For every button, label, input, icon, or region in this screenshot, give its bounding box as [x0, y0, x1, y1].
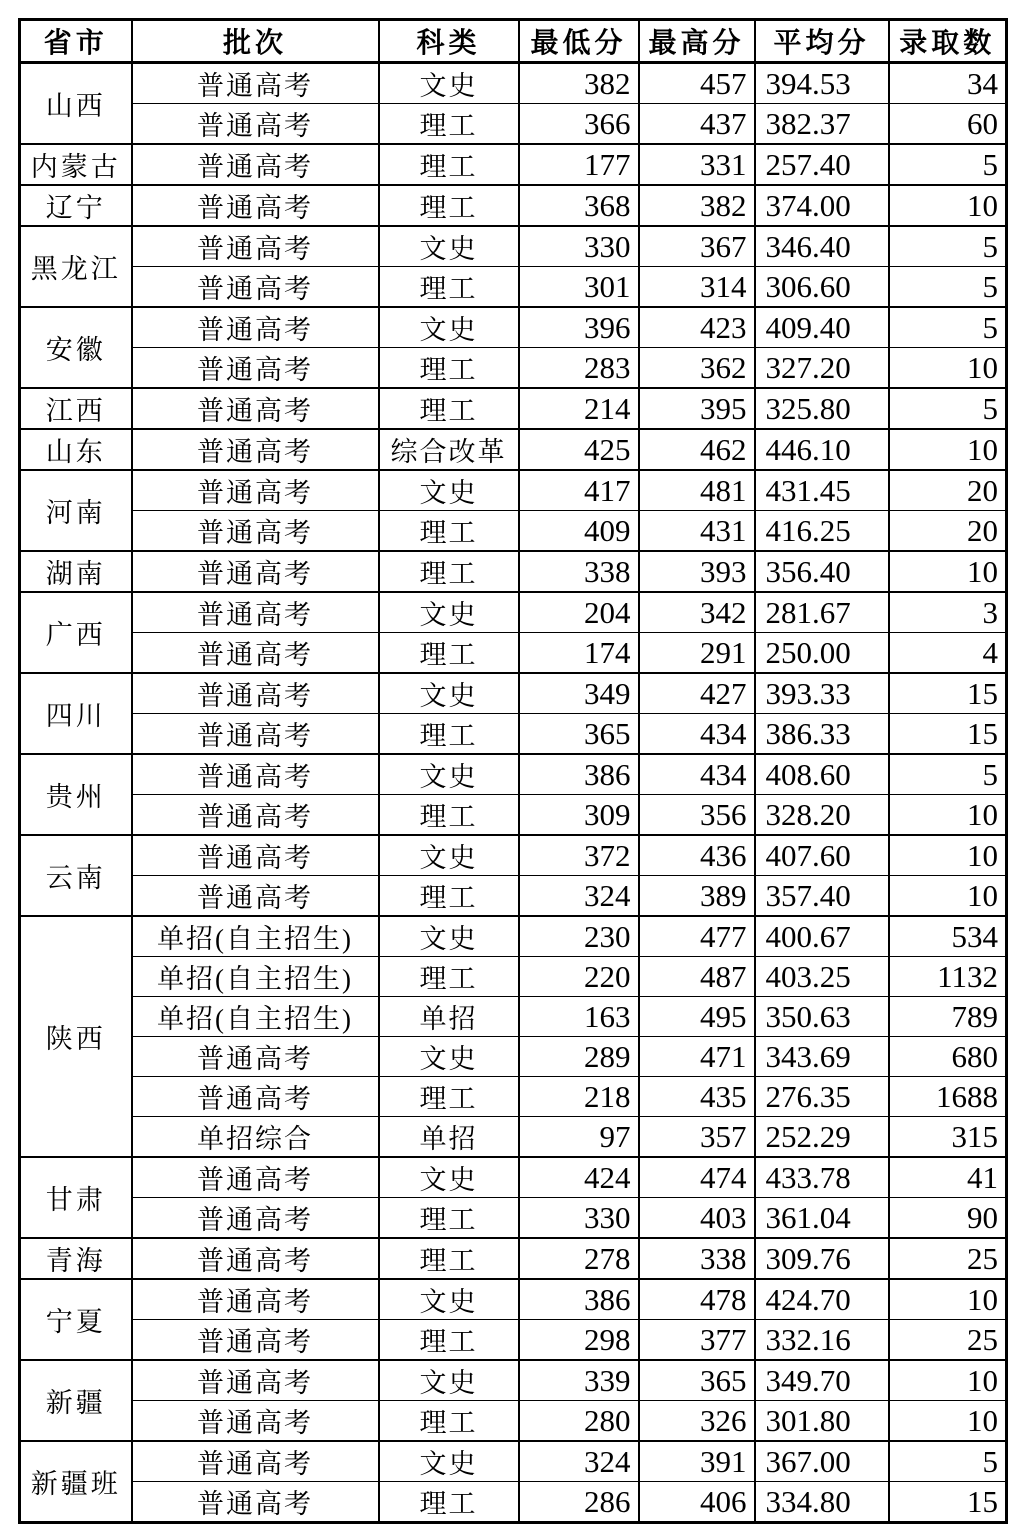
table-row — [20, 795, 1007, 836]
max-score-cell: 356 — [639, 795, 755, 836]
max-score-cell: 406 — [639, 1482, 755, 1523]
avg-score-cell: 328.20 — [755, 795, 889, 836]
batch-cell: 单招(自主招生) — [132, 916, 379, 957]
max-score-cell: 487 — [639, 957, 755, 997]
avg-score-cell: 356.40 — [755, 551, 889, 592]
max-score-cell: 367 — [639, 226, 755, 267]
table-row — [20, 104, 1007, 145]
max-score-cell: 357 — [639, 1117, 755, 1158]
batch-cell: 单招(自主招生) — [132, 997, 379, 1037]
admit-count-cell: 3 — [889, 592, 1007, 633]
province-cell: 青海 — [20, 1238, 132, 1279]
header-cell-province: 省市 — [20, 20, 132, 63]
max-score-cell: 365 — [639, 1360, 755, 1401]
category-cell: 理工 — [379, 104, 519, 145]
table-row — [20, 226, 1007, 267]
admit-count-cell: 15 — [889, 673, 1007, 714]
max-score-cell: 331 — [639, 144, 755, 185]
avg-score-cell: 334.80 — [755, 1482, 889, 1523]
category-cell: 文史 — [379, 754, 519, 795]
max-score-cell: 457 — [639, 63, 755, 104]
table-row — [20, 876, 1007, 917]
admit-count-cell: 25 — [889, 1238, 1007, 1279]
avg-score-cell: 367.00 — [755, 1441, 889, 1482]
category-cell: 文史 — [379, 1037, 519, 1077]
min-score-cell: 230 — [519, 916, 639, 957]
min-score-cell: 280 — [519, 1401, 639, 1442]
table-row — [20, 997, 1007, 1037]
avg-score-cell: 446.10 — [755, 429, 889, 470]
min-score-cell: 382 — [519, 63, 639, 104]
max-score-cell: 326 — [639, 1401, 755, 1442]
table-row — [20, 633, 1007, 674]
batch-cell: 普通高考 — [132, 714, 379, 755]
table-row — [20, 754, 1007, 795]
category-cell: 理工 — [379, 957, 519, 997]
admit-count-cell: 10 — [889, 1401, 1007, 1442]
header-cell-batch: 批次 — [132, 20, 379, 63]
min-score-cell: 309 — [519, 795, 639, 836]
province-cell: 辽宁 — [20, 185, 132, 226]
avg-score-cell: 306.60 — [755, 267, 889, 308]
batch-cell: 普通高考 — [132, 1279, 379, 1320]
category-cell: 理工 — [379, 876, 519, 917]
category-cell: 文史 — [379, 1279, 519, 1320]
batch-cell: 普通高考 — [132, 835, 379, 876]
category-cell: 理工 — [379, 1482, 519, 1523]
province-cell: 江西 — [20, 388, 132, 429]
batch-cell: 普通高考 — [132, 1037, 379, 1077]
batch-cell: 普通高考 — [132, 511, 379, 552]
max-score-cell: 291 — [639, 633, 755, 674]
batch-cell: 普通高考 — [132, 1441, 379, 1482]
table-row — [20, 185, 1007, 226]
category-cell: 文史 — [379, 470, 519, 511]
admission-scores-table — [18, 18, 1008, 1524]
admit-count-cell: 15 — [889, 1482, 1007, 1523]
admit-count-cell: 680 — [889, 1037, 1007, 1077]
province-cell: 湖南 — [20, 551, 132, 592]
admit-count-cell: 534 — [889, 916, 1007, 957]
table-row — [20, 1077, 1007, 1117]
batch-cell: 普通高考 — [132, 1198, 379, 1239]
table-row — [20, 1441, 1007, 1482]
province-cell: 内蒙古 — [20, 144, 132, 185]
avg-score-cell: 281.67 — [755, 592, 889, 633]
min-score-cell: 214 — [519, 388, 639, 429]
category-cell: 理工 — [379, 1077, 519, 1117]
max-score-cell: 342 — [639, 592, 755, 633]
avg-score-cell: 349.70 — [755, 1360, 889, 1401]
batch-cell: 普通高考 — [132, 876, 379, 917]
province-cell: 新疆班 — [20, 1441, 132, 1523]
admit-count-cell: 34 — [889, 63, 1007, 104]
category-cell: 理工 — [379, 267, 519, 308]
batch-cell: 普通高考 — [132, 144, 379, 185]
avg-score-cell: 409.40 — [755, 307, 889, 348]
avg-score-cell: 433.78 — [755, 1157, 889, 1198]
min-score-cell: 425 — [519, 429, 639, 470]
min-score-cell: 289 — [519, 1037, 639, 1077]
admit-count-cell: 5 — [889, 388, 1007, 429]
header-cell-category: 科类 — [379, 20, 519, 63]
category-cell: 理工 — [379, 1238, 519, 1279]
admit-count-cell: 10 — [889, 1279, 1007, 1320]
batch-cell: 普通高考 — [132, 63, 379, 104]
avg-score-cell: 416.25 — [755, 511, 889, 552]
category-cell: 文史 — [379, 1360, 519, 1401]
admit-count-cell: 5 — [889, 1441, 1007, 1482]
province-cell: 河南 — [20, 470, 132, 551]
category-cell: 理工 — [379, 1198, 519, 1239]
category-cell: 理工 — [379, 388, 519, 429]
table-row — [20, 1198, 1007, 1239]
admit-count-cell: 5 — [889, 754, 1007, 795]
table-row — [20, 551, 1007, 592]
max-score-cell: 427 — [639, 673, 755, 714]
batch-cell: 普通高考 — [132, 1360, 379, 1401]
province-cell: 甘肃 — [20, 1157, 132, 1238]
province-cell: 广西 — [20, 592, 132, 673]
category-cell: 文史 — [379, 916, 519, 957]
max-score-cell: 435 — [639, 1077, 755, 1117]
avg-score-cell: 431.45 — [755, 470, 889, 511]
batch-cell: 普通高考 — [132, 633, 379, 674]
category-cell: 理工 — [379, 511, 519, 552]
table-row — [20, 1238, 1007, 1279]
batch-cell: 普通高考 — [132, 429, 379, 470]
category-cell: 文史 — [379, 63, 519, 104]
header-cell-min_score: 最低分 — [519, 20, 639, 63]
admit-count-cell: 10 — [889, 876, 1007, 917]
max-score-cell: 477 — [639, 916, 755, 957]
avg-score-cell: 407.60 — [755, 835, 889, 876]
avg-score-cell: 343.69 — [755, 1037, 889, 1077]
min-score-cell: 220 — [519, 957, 639, 997]
table-row — [20, 470, 1007, 511]
batch-cell: 普通高考 — [132, 551, 379, 592]
min-score-cell: 174 — [519, 633, 639, 674]
admit-count-cell: 5 — [889, 267, 1007, 308]
table-row — [20, 1279, 1007, 1320]
province-cell: 黑龙江 — [20, 226, 132, 307]
min-score-cell: 386 — [519, 1279, 639, 1320]
avg-score-cell: 424.70 — [755, 1279, 889, 1320]
category-cell: 理工 — [379, 714, 519, 755]
max-score-cell: 389 — [639, 876, 755, 917]
province-cell: 宁夏 — [20, 1279, 132, 1360]
max-score-cell: 423 — [639, 307, 755, 348]
max-score-cell: 478 — [639, 1279, 755, 1320]
min-score-cell: 324 — [519, 1441, 639, 1482]
admit-count-cell: 5 — [889, 144, 1007, 185]
batch-cell: 普通高考 — [132, 592, 379, 633]
min-score-cell: 298 — [519, 1320, 639, 1361]
batch-cell: 普通高考 — [132, 1157, 379, 1198]
avg-score-cell: 400.67 — [755, 916, 889, 957]
min-score-cell: 409 — [519, 511, 639, 552]
max-score-cell: 474 — [639, 1157, 755, 1198]
avg-score-cell: 361.04 — [755, 1198, 889, 1239]
category-cell: 综合改革 — [379, 429, 519, 470]
table-row — [20, 673, 1007, 714]
admit-count-cell: 20 — [889, 470, 1007, 511]
max-score-cell: 434 — [639, 754, 755, 795]
admit-count-cell: 10 — [889, 795, 1007, 836]
batch-cell: 普通高考 — [132, 185, 379, 226]
avg-score-cell: 394.53 — [755, 63, 889, 104]
category-cell: 文史 — [379, 673, 519, 714]
province-cell: 贵州 — [20, 754, 132, 835]
table-header-row — [20, 20, 1007, 63]
batch-cell: 普通高考 — [132, 104, 379, 145]
category-cell: 理工 — [379, 551, 519, 592]
category-cell: 文史 — [379, 1157, 519, 1198]
batch-cell: 普通高考 — [132, 388, 379, 429]
header-cell-avg_score: 平均分 — [755, 20, 889, 63]
batch-cell: 单招(自主招生) — [132, 957, 379, 997]
min-score-cell: 338 — [519, 551, 639, 592]
admit-count-cell: 10 — [889, 835, 1007, 876]
admit-count-cell: 20 — [889, 511, 1007, 552]
max-score-cell: 434 — [639, 714, 755, 755]
admit-count-cell: 10 — [889, 551, 1007, 592]
avg-score-cell: 325.80 — [755, 388, 889, 429]
avg-score-cell: 332.16 — [755, 1320, 889, 1361]
min-score-cell: 366 — [519, 104, 639, 145]
max-score-cell: 395 — [639, 388, 755, 429]
table-row — [20, 511, 1007, 552]
category-cell: 理工 — [379, 795, 519, 836]
category-cell: 文史 — [379, 1441, 519, 1482]
table-head — [20, 20, 1007, 63]
batch-cell: 普通高考 — [132, 1482, 379, 1523]
batch-cell: 普通高考 — [132, 267, 379, 308]
min-score-cell: 278 — [519, 1238, 639, 1279]
min-score-cell: 204 — [519, 592, 639, 633]
min-score-cell: 301 — [519, 267, 639, 308]
avg-score-cell: 393.33 — [755, 673, 889, 714]
table-row — [20, 714, 1007, 755]
table-row — [20, 307, 1007, 348]
min-score-cell: 163 — [519, 997, 639, 1037]
province-cell: 云南 — [20, 835, 132, 916]
min-score-cell: 324 — [519, 876, 639, 917]
avg-score-cell: 386.33 — [755, 714, 889, 755]
table-row — [20, 916, 1007, 957]
province-cell: 陕西 — [20, 916, 132, 1157]
batch-cell: 普通高考 — [132, 795, 379, 836]
max-score-cell: 338 — [639, 1238, 755, 1279]
max-score-cell: 481 — [639, 470, 755, 511]
batch-cell: 普通高考 — [132, 1320, 379, 1361]
table-row — [20, 348, 1007, 389]
avg-score-cell: 408.60 — [755, 754, 889, 795]
category-cell: 理工 — [379, 144, 519, 185]
admit-count-cell: 15 — [889, 714, 1007, 755]
admit-count-cell: 90 — [889, 1198, 1007, 1239]
table-row — [20, 388, 1007, 429]
min-score-cell: 286 — [519, 1482, 639, 1523]
min-score-cell: 283 — [519, 348, 639, 389]
min-score-cell: 330 — [519, 226, 639, 267]
admit-count-cell: 5 — [889, 307, 1007, 348]
avg-score-cell: 301.80 — [755, 1401, 889, 1442]
min-score-cell: 339 — [519, 1360, 639, 1401]
max-score-cell: 393 — [639, 551, 755, 592]
batch-cell: 普通高考 — [132, 226, 379, 267]
category-cell: 理工 — [379, 348, 519, 389]
admit-count-cell: 1132 — [889, 957, 1007, 997]
category-cell: 文史 — [379, 835, 519, 876]
category-cell: 理工 — [379, 185, 519, 226]
header-cell-max_score: 最高分 — [639, 20, 755, 63]
table-row — [20, 1157, 1007, 1198]
admit-count-cell: 315 — [889, 1117, 1007, 1158]
table-row — [20, 1320, 1007, 1361]
avg-score-cell: 309.76 — [755, 1238, 889, 1279]
avg-score-cell: 374.00 — [755, 185, 889, 226]
table-row — [20, 957, 1007, 997]
admit-count-cell: 60 — [889, 104, 1007, 145]
min-score-cell: 372 — [519, 835, 639, 876]
admit-count-cell: 10 — [889, 1360, 1007, 1401]
max-score-cell: 377 — [639, 1320, 755, 1361]
province-cell: 新疆 — [20, 1360, 132, 1441]
batch-cell: 普通高考 — [132, 1077, 379, 1117]
batch-cell: 普通高考 — [132, 1238, 379, 1279]
min-score-cell: 396 — [519, 307, 639, 348]
batch-cell: 普通高考 — [132, 470, 379, 511]
admit-count-cell: 25 — [889, 1320, 1007, 1361]
province-cell: 山西 — [20, 63, 132, 145]
admit-count-cell: 789 — [889, 997, 1007, 1037]
category-cell: 理工 — [379, 1320, 519, 1361]
category-cell: 文史 — [379, 592, 519, 633]
min-score-cell: 417 — [519, 470, 639, 511]
category-cell: 文史 — [379, 226, 519, 267]
avg-score-cell: 403.25 — [755, 957, 889, 997]
category-cell: 理工 — [379, 633, 519, 674]
min-score-cell: 386 — [519, 754, 639, 795]
table-row — [20, 1117, 1007, 1158]
min-score-cell: 368 — [519, 185, 639, 226]
province-cell: 安徽 — [20, 307, 132, 388]
avg-score-cell: 346.40 — [755, 226, 889, 267]
table-row — [20, 144, 1007, 185]
max-score-cell: 431 — [639, 511, 755, 552]
header-cell-admit_count: 录取数 — [889, 20, 1007, 63]
max-score-cell: 471 — [639, 1037, 755, 1077]
table-row — [20, 592, 1007, 633]
category-cell: 单招 — [379, 997, 519, 1037]
admit-count-cell: 1688 — [889, 1077, 1007, 1117]
category-cell: 文史 — [379, 307, 519, 348]
table-row — [20, 1482, 1007, 1523]
admit-count-cell: 10 — [889, 348, 1007, 389]
admit-count-cell: 4 — [889, 633, 1007, 674]
min-score-cell: 177 — [519, 144, 639, 185]
table-row — [20, 429, 1007, 470]
avg-score-cell: 257.40 — [755, 144, 889, 185]
max-score-cell: 495 — [639, 997, 755, 1037]
category-cell: 单招 — [379, 1117, 519, 1158]
avg-score-cell: 276.35 — [755, 1077, 889, 1117]
min-score-cell: 218 — [519, 1077, 639, 1117]
avg-score-cell: 252.29 — [755, 1117, 889, 1158]
min-score-cell: 365 — [519, 714, 639, 755]
table-row — [20, 63, 1007, 104]
avg-score-cell: 357.40 — [755, 876, 889, 917]
max-score-cell: 436 — [639, 835, 755, 876]
max-score-cell: 362 — [639, 348, 755, 389]
admit-count-cell: 41 — [889, 1157, 1007, 1198]
admit-count-cell: 5 — [889, 226, 1007, 267]
max-score-cell: 437 — [639, 104, 755, 145]
table-row — [20, 1360, 1007, 1401]
table-row — [20, 1401, 1007, 1442]
batch-cell: 普通高考 — [132, 348, 379, 389]
max-score-cell: 462 — [639, 429, 755, 470]
max-score-cell: 391 — [639, 1441, 755, 1482]
batch-cell: 单招综合 — [132, 1117, 379, 1158]
min-score-cell: 97 — [519, 1117, 639, 1158]
avg-score-cell: 250.00 — [755, 633, 889, 674]
admit-count-cell: 10 — [889, 185, 1007, 226]
max-score-cell: 403 — [639, 1198, 755, 1239]
batch-cell: 普通高考 — [132, 754, 379, 795]
table-row — [20, 267, 1007, 308]
province-cell: 四川 — [20, 673, 132, 754]
table-row — [20, 1037, 1007, 1077]
admit-count-cell: 10 — [889, 429, 1007, 470]
avg-score-cell: 382.37 — [755, 104, 889, 145]
avg-score-cell: 350.63 — [755, 997, 889, 1037]
table-body — [20, 63, 1007, 1523]
max-score-cell: 314 — [639, 267, 755, 308]
min-score-cell: 330 — [519, 1198, 639, 1239]
table-row — [20, 835, 1007, 876]
category-cell: 理工 — [379, 1401, 519, 1442]
batch-cell: 普通高考 — [132, 307, 379, 348]
min-score-cell: 424 — [519, 1157, 639, 1198]
province-cell: 山东 — [20, 429, 132, 470]
batch-cell: 普通高考 — [132, 673, 379, 714]
min-score-cell: 349 — [519, 673, 639, 714]
max-score-cell: 382 — [639, 185, 755, 226]
batch-cell: 普通高考 — [132, 1401, 379, 1442]
avg-score-cell: 327.20 — [755, 348, 889, 389]
